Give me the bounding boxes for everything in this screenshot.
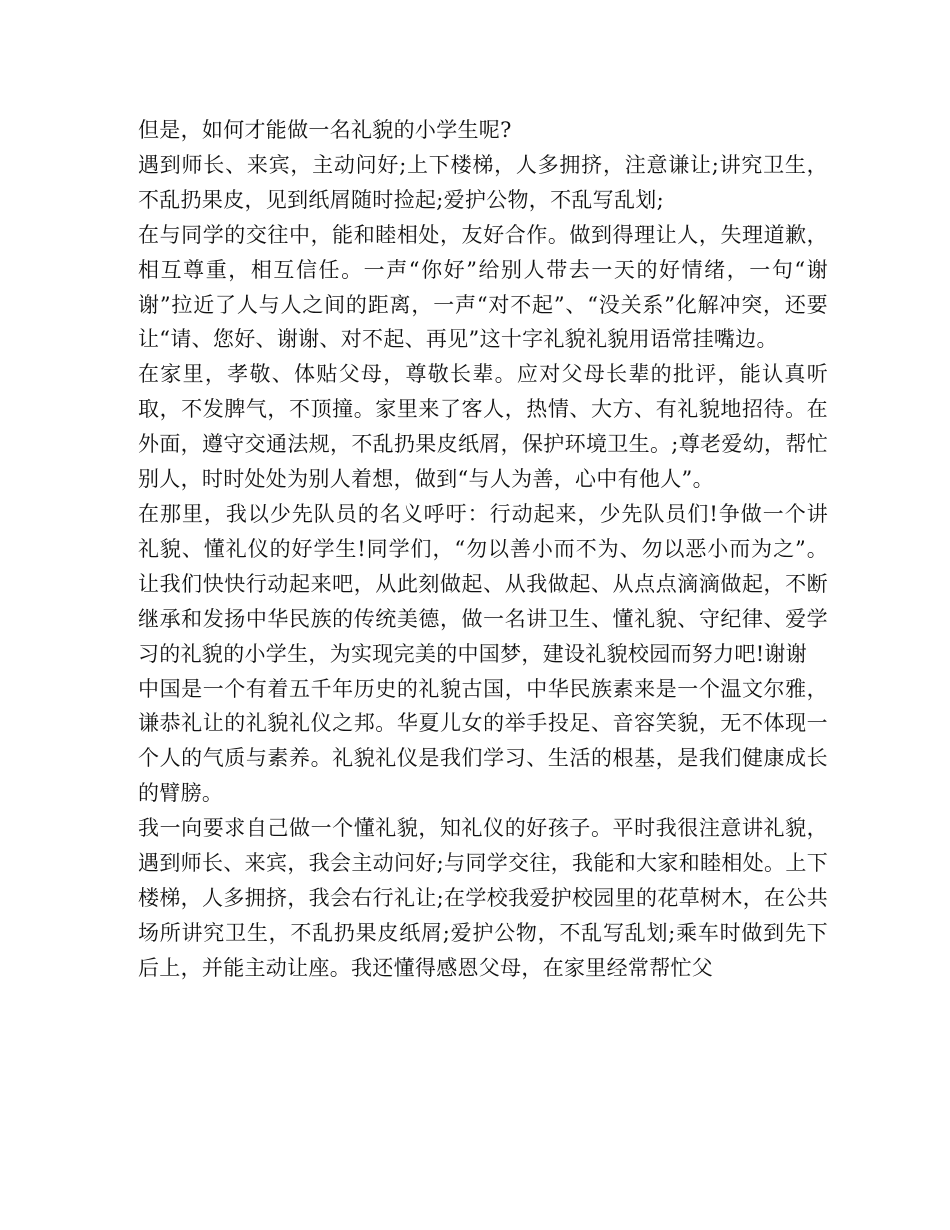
paragraph-classmates: 在与同学的交往中，能和睦相处，友好合作。做到得理让人，失理道歉，相互尊重，相互信任。一声“你好”给别人带去一天的好情绪，一句“谢谢”拉近了人与人之间的距离，一声“对不起”、“没关系”化解冲突，还要让“请、您好、谢谢、对不起、再见”这十字礼貌礼貌用语常挂嘴边。	[138, 222, 828, 352]
paragraph-how-to-be-polite: 但是，如何才能做一名礼貌的小学生呢?	[138, 118, 512, 142]
paragraph-call-to-action: 在那里，我以少先队员的名义呼吁：行动起来，少先队员们!争做一个讲礼貌、懂礼仪的好学生!同学们，“勿以善小而不为、勿以恶小而为之”。让我们快快行动起来吧，从此刻做起、从我做起、从点点滴滴做起，不断继承和发扬中华民族的传统美德，做一名讲卫生、懂礼貌、守纪律、爱学习的礼貌的小学生，为实现完美的中国梦，建设礼貌校园而努力吧!谢谢	[138, 501, 828, 666]
paragraph-personal-practice: 我一向要求自己做一个懂礼貌，知礼仪的好孩子。平时我很注意讲礼貌，遇到师长、来宾，我会主动问好;与同学交往，我能和大家和睦相处。上下楼梯，人多拥挤，我会右行礼让;在学校我爱护校园里的花草树木，在公共场所讲究卫生，不乱扔果皮纸屑;爱护公物，不乱写乱划;乘车时做到先下后上，并能主动让座。我还懂得感恩父母，在家里经常帮忙父	[138, 816, 828, 980]
paragraph-at-home: 在家里，孝敬、体贴父母，尊敬长辈。应对父母长辈的批评，能认真听取，不发脾气，不顶撞。家里来了客人，热情、大方、有礼貌地招待。在外面，遵守交通法规，不乱扔果皮纸屑，保护环境卫生。;尊老爱幼，帮忙别人，时时处处为别人着想，做到“与人为善，心中有他人”。	[138, 362, 828, 492]
document-body	[138, 113, 828, 986]
paragraph-greet-teachers: 遇到师长、来宾，主动问好;上下楼梯，人多拥挤，注意谦让;讲究卫生，不乱扔果皮，见到纸屑随时捡起;爱护公物，不乱写乱划;	[138, 152, 828, 212]
paragraph-china-etiquette: 中国是一个有着五千年历史的礼貌古国，中华民族素来是一个温文尔雅，谦恭礼让的礼貌礼仪之邦。华夏儿女的举手投足、音容笑貌，无不体现一个人的气质与素养。礼貌礼仪是我们学习、生活的根基，是我们健康成长的臂膀。	[138, 676, 828, 806]
